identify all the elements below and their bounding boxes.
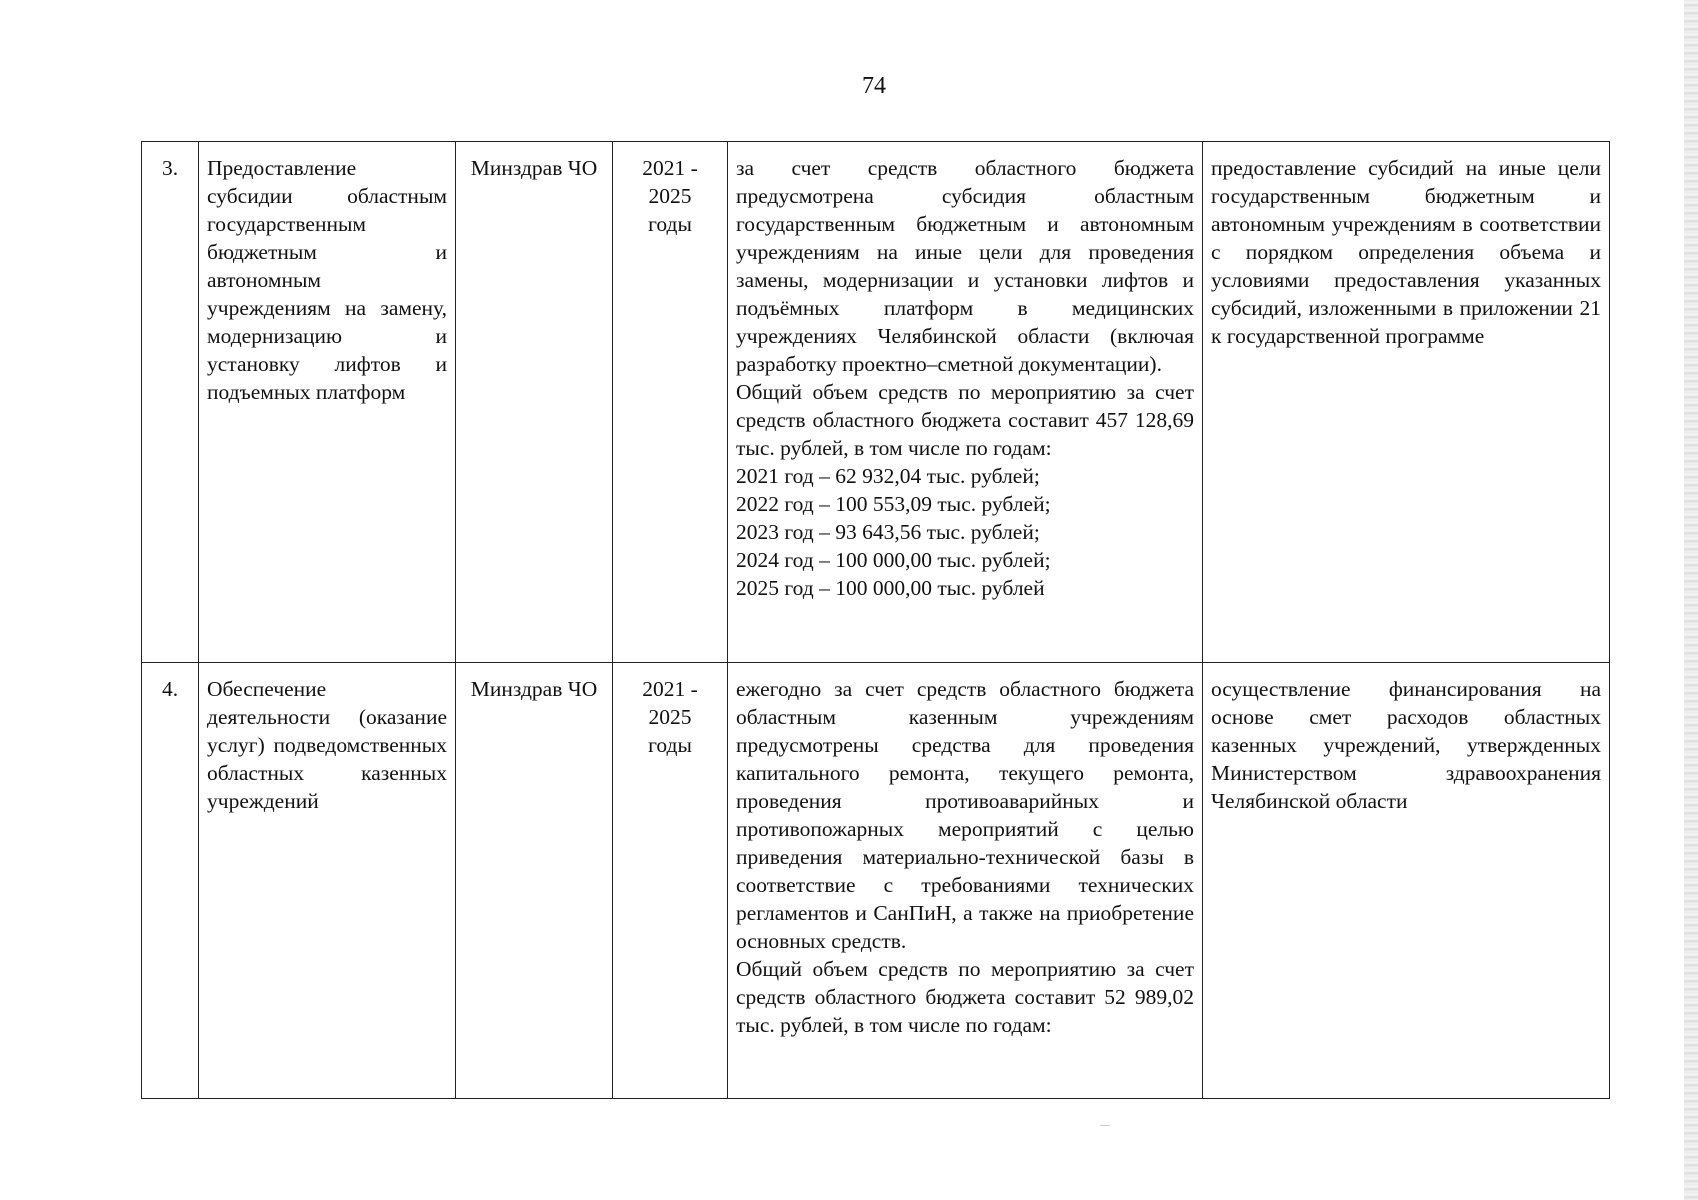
table-row (142, 142, 1610, 663)
description (728, 142, 1203, 663)
year-funding: 2023 год – 93 643,56 тыс. рублей; (736, 520, 1040, 544)
total-funding: Общий объем средств по мероприятию за счет средств областного бюджета составит 52 989,02 тыс. рублей, в том числе по годам: (736, 957, 1194, 1037)
total-funding: Общий объем средств по мероприятию за счет средств областного бюджета составит 457 128,69 тыс. рублей, в том числе по годам: (736, 380, 1194, 460)
row-number: 4. (142, 663, 199, 1099)
row-number: 3. (142, 142, 199, 663)
period-end: 2025 (648, 705, 692, 729)
page-number: 74 (862, 73, 886, 99)
description-text: за счет средств областного бюджета предусмотрена субсидия областным государственным бюджетным и автономным учреждениям на иные цели для проведения замены, модернизации и установки лифтов и подъёмных платформ в медицинских учреждениях Челябинской области (включая разработку проектно–сметной документации). (736, 156, 1194, 376)
year-funding: 2022 год – 100 553,09 тыс. рублей; (736, 492, 1051, 516)
period-unit: годы (648, 733, 692, 757)
period-start: 2021 - (642, 156, 698, 180)
expected-result (1203, 663, 1610, 1099)
executor: Минздрав ЧО (456, 142, 613, 663)
activity-name-text: Предоставление субсидии областным государственным бюджетным и автономным учреждениям на замену, модернизацию и установку лифтов и подъемных платформ (207, 156, 447, 404)
period-start: 2021 - (642, 677, 698, 701)
period (613, 663, 728, 1099)
scan-edge (1684, 0, 1698, 1200)
scan-speck (1100, 1125, 1110, 1126)
year-funding: 2025 год – 100 000,00 тыс. рублей (736, 576, 1045, 600)
activities-table (141, 141, 1610, 1099)
expected-result-text: осуществление финансирования на основе смет расходов областных казенных учреждений, утвержденных Министерством здравоохранения Челябинской области (1211, 677, 1601, 813)
activity-name-text: Обеспечение деятельности (оказание услуг) подведомственных областных казенных учреждений (207, 677, 447, 813)
description-text: ежегодно за счет средств областного бюджета областным казенным учреждениям предусмотрены средства для проведения капитального ремонта, текущего ремонта, проведения противоаварийных и противопожарных мероприятий с целью приведения материально-технической базы в соответствие с требованиями технических регламентов и СанПиН, а также на приобретение основных средств. (736, 677, 1194, 953)
table-row (142, 663, 1610, 1099)
year-funding: 2024 год – 100 000,00 тыс. рублей; (736, 548, 1051, 572)
description (728, 663, 1203, 1099)
expected-result-text: предоставление субсидий на иные цели государственным бюджетным и автономным учреждениям в соответствии с порядком определения объема и условиями предоставления указанных субсидий, изложенными в приложении 21 к государственной программе (1211, 156, 1601, 348)
period (613, 142, 728, 663)
year-funding: 2021 год – 62 932,04 тыс. рублей; (736, 464, 1040, 488)
executor: Минздрав ЧО (456, 663, 613, 1099)
activity-name (199, 142, 456, 663)
expected-result (1203, 142, 1610, 663)
period-end: 2025 (648, 184, 692, 208)
period-unit: годы (648, 212, 692, 236)
activity-name (199, 663, 456, 1099)
